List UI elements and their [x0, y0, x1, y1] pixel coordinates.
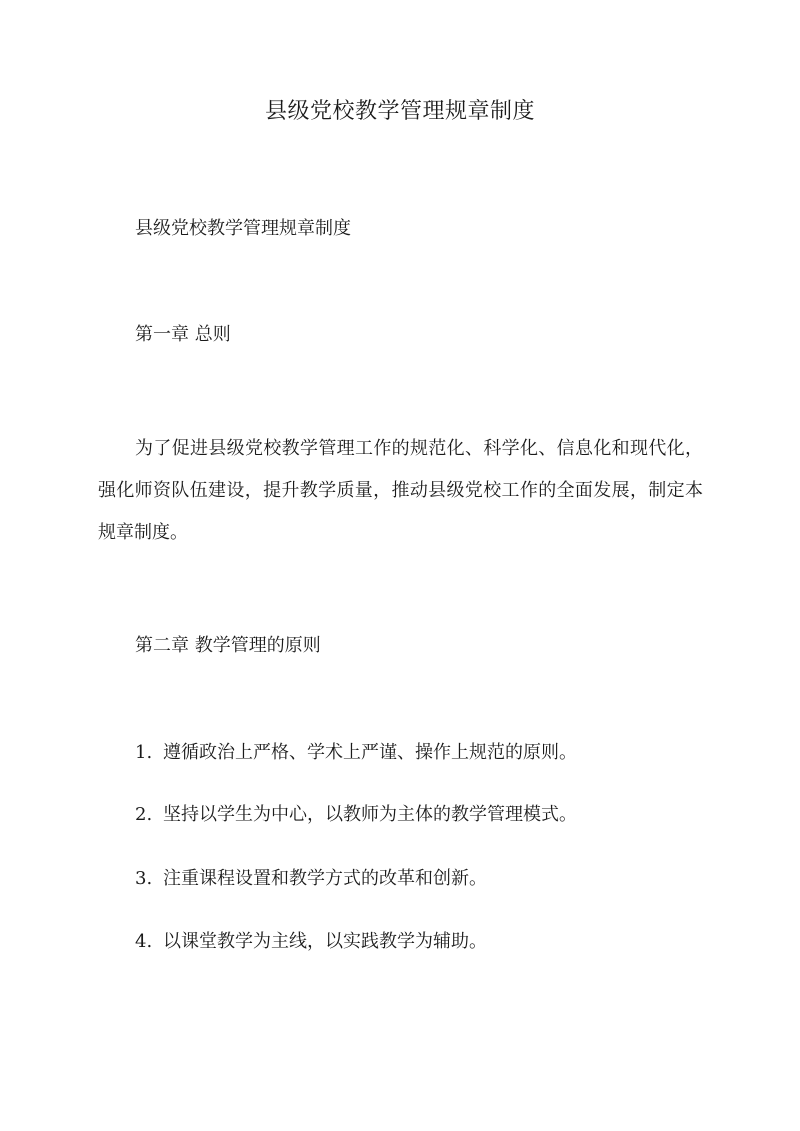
list-item [135, 866, 487, 892]
document-subtitle: 县级党校教学管理规章制度 [135, 218, 351, 239]
list-item [135, 802, 577, 828]
list-item-number: 4. [135, 931, 153, 952]
document-title: 县级党校教学管理规章制度 [264, 99, 535, 124]
list-item-text: 注重课程设置和教学方式的改革和创新。 [163, 868, 487, 889]
chapter-1-paragraph: 为了促进县级党校教学管理工作的规范化、科学化、信息化和现代化，强化师资队伍建设，提升教学质量，推动县级党校工作的全面发展，制定本规章制度。 [98, 438, 703, 543]
list-item [135, 929, 487, 955]
list-item-text: 遵循政治上严格、学术上严谨、操作上规范的原则。 [163, 742, 577, 763]
chapter-2-heading: 第二章 教学管理的原则 [135, 635, 321, 656]
list-item-number: 2. [135, 804, 153, 825]
list-item-number: 3. [135, 868, 153, 889]
chapter-1-heading: 第一章 总则 [135, 324, 231, 345]
list-item-number: 1. [135, 742, 153, 763]
list-item-text: 以课堂教学为主线，以实践教学为辅助。 [163, 931, 487, 952]
list-item [135, 740, 577, 766]
list-item-text: 坚持以学生为中心，以教师为主体的教学管理模式。 [163, 804, 577, 825]
